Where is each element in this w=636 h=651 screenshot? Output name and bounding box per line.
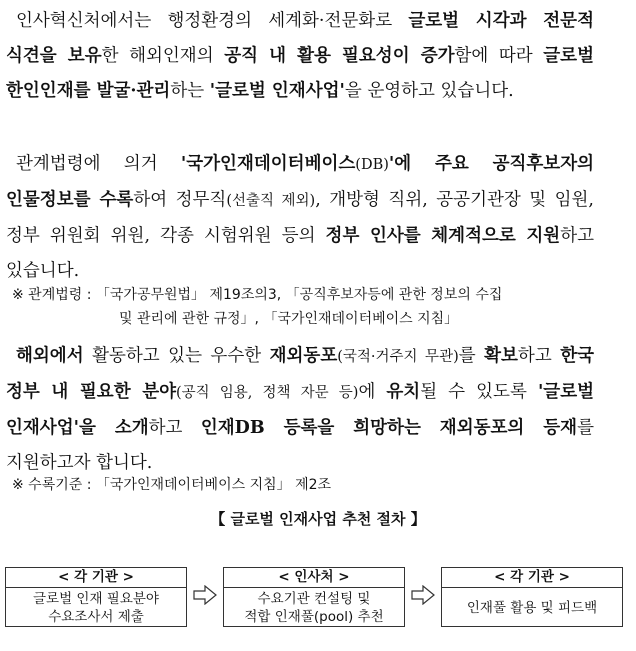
note-legal-basis-line1: ※ 관계법령 : 「국가공무원법」 제19조의3, 「공직후보자등에 관한 정보의 수집 [12,287,503,303]
process-step-1-header: < 각 기관 > [6,568,186,588]
text-segment: 에 [358,382,387,402]
text-segment: 하고 [148,418,201,438]
process-step-3-header: < 각 기관 > [442,568,622,588]
paragraph-intro-text [6,11,594,101]
text-segment: 될 수 있도록 [420,382,538,402]
bold-text-segment: 재외동포 [269,346,338,366]
text-segment: (선출직 제외) [226,193,316,209]
text-segment: 을 운영하고 있습니다. [344,81,514,101]
text-segment: (공직 임용, 정책 자문 등) [176,385,359,401]
bold-text-segment: 유치 [386,382,421,402]
paragraph-database-text [6,154,594,281]
text-segment: 하여 정무직 [133,190,227,210]
text-segment: 를 [458,346,485,366]
text-segment: 하고 있습니다. [6,226,595,281]
bold-text-segment: '국가인재데이터베이스 [180,154,356,174]
note-registration-criteria [12,473,612,497]
text-segment: 관계법령에 의거 [16,154,181,174]
process-step-2-header: < 인사처 > [224,568,404,588]
bold-text-segment: 한국 정부 내 필요한 분야 [6,346,595,402]
paragraph-database [6,147,594,289]
note-legal-basis [12,283,612,331]
bold-text-segment: '에 주요 공직후보자의 인물정보를 수록 [6,154,594,210]
process-step-1-line2: 수요조사서 제출 [48,609,144,625]
text-segment: 인사혁신처에서는 행정환경의 세계화·전문화로 [16,11,409,31]
arrow-right-icon [193,585,217,605]
bold-text-segment: 해외에서 [16,346,84,366]
paragraph-intro [6,4,594,109]
process-step-2 [223,567,405,627]
process-step-1-line1: 글로벌 인재 필요분야 [33,591,159,607]
text-segment: 활동하고 있는 우수한 [83,346,270,366]
text-segment: 한 해외인재의 [101,46,225,66]
text-segment: 하고 [517,346,561,366]
paragraph-overseas [6,339,594,481]
text-segment: (DB) [355,157,389,173]
bold-text-segment: 글로벌 한인인재를 발굴·관리 [6,46,594,101]
process-step-2-line2: 적합 인재풀(pool) 추천 [244,609,384,625]
bold-text-segment: 확보 [484,346,518,366]
bold-text-segment: 글로벌 시각과 전문적 식견을 보유 [6,11,594,66]
text-segment: 하는 [170,81,210,101]
bold-text-segment: '글로벌 인재사업' [209,81,345,101]
note-legal-basis-line2: 및 관리에 관한 규정」, 「국가인재데이터베이스 지침」 [119,311,459,327]
text-segment: (국적·거주지 무관) [337,349,459,365]
bold-text-segment: 공직 내 활용 필요성이 증가 [224,46,455,66]
process-title: 【 글로벌 인재사업 추천 절차 】 [210,510,426,528]
process-step-3 [441,567,623,627]
note-registration-criteria-text: ※ 수록기준 : 「국가인재데이터베이스 지침」 제2조 [12,477,332,493]
bold-text-segment: 인재DB 등록을 희망하는 재외동포의 등재 [200,418,578,438]
text-segment: , 개방형 직위, 공공기관장 및 임원, 정부 위원회 위원, 각종 시험위원 등의 [6,190,594,246]
bold-text-segment: '글로벌 인재사업'을 소개 [6,382,595,438]
paragraph-overseas-text [6,346,594,473]
text-segment: 함에 따라 [454,46,544,66]
process-step-3-line1: 인재풀 활용 및 피드백 [466,600,598,616]
process-step-2-line1: 수요기관 컨설팅 및 [257,591,371,607]
text-segment: 를 지원하고자 합니다. [6,418,594,473]
arrow-right-icon [411,585,435,605]
bold-text-segment: 정부 인사를 체계적으로 지원 [325,226,561,246]
process-step-1 [5,567,187,627]
